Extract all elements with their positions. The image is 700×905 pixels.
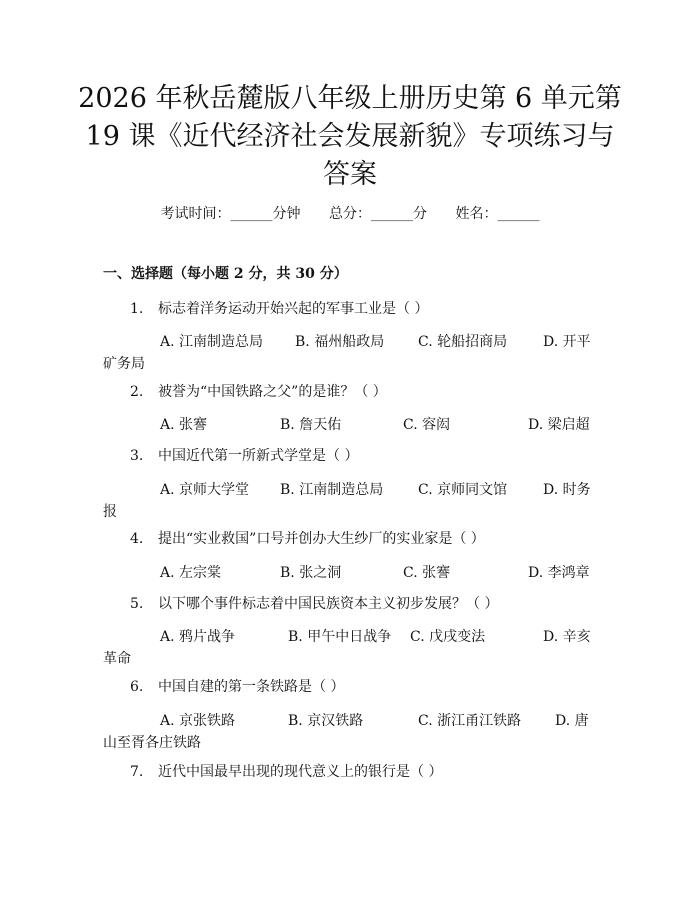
option-wrap-text: 矿务局 <box>103 356 145 372</box>
option-d: D. 时务 <box>543 482 591 498</box>
question-number: 4. <box>130 531 144 547</box>
option-a: A. 鸦片战争 <box>160 629 236 645</box>
question-1-options <box>103 330 593 372</box>
question-5-options <box>103 625 593 667</box>
question-4 <box>130 529 485 549</box>
student-name: 姓名：______ <box>455 206 540 222</box>
section-heading: 一、选择题（每小题 2 分，共 30 分） <box>103 266 348 282</box>
question-text: 中国近代第一所新式学堂是（ ） <box>158 448 359 464</box>
option-d: D. 李鸿章 <box>528 565 590 581</box>
question-text: 提出“实业救国”口号并创办大生纱厂的实业家是（ ） <box>158 531 485 547</box>
question-text: 标志着洋务运动开始兴起的军事工业是（ ） <box>158 301 429 317</box>
question-number: 5. <box>130 596 144 612</box>
question-text: 被誉为“中国铁路之父”的是谁？（ ） <box>158 384 387 400</box>
option-b: B. 江南制造总局 <box>280 482 384 498</box>
option-a: A. 江南制造总局 <box>160 334 264 350</box>
option-wrap-text: 革命 <box>103 651 131 667</box>
question-1 <box>130 299 428 319</box>
title-line-1: 2026 年秋岳麓版八年级上册历史第 6 单元第 <box>78 83 622 114</box>
question-2-options <box>103 413 593 437</box>
question-3 <box>130 446 358 466</box>
title-line-3: 答案 <box>323 159 377 190</box>
option-a: A. 左宗棠 <box>160 565 222 581</box>
option-c: C. 浙江甬江铁路 <box>418 713 522 729</box>
option-d: D. 唐 <box>555 713 589 729</box>
question-number: 6. <box>130 679 144 695</box>
option-d: D. 辛亥 <box>543 629 591 645</box>
question-number: 1. <box>130 301 144 317</box>
option-a: A. 京师大学堂 <box>160 482 250 498</box>
option-c: C. 张謇 <box>403 565 451 581</box>
question-text: 中国自建的第一条铁路是（ ） <box>158 679 345 695</box>
option-c: C. 戊戌变法 <box>410 629 486 645</box>
question-2 <box>130 382 387 402</box>
option-b: B. 福州船政局 <box>295 334 385 350</box>
option-wrap-text: 山至胥各庄铁路 <box>103 735 201 751</box>
option-d: D. 开平 <box>543 334 591 350</box>
option-b: B. 京汉铁路 <box>288 713 364 729</box>
option-a: A. 京张铁路 <box>160 713 236 729</box>
exam-time: 考试时间：______分钟 <box>160 206 301 222</box>
question-number: 7. <box>130 764 144 780</box>
option-d: D. 梁启超 <box>528 417 590 433</box>
question-3-options <box>103 478 593 520</box>
option-c: C. 京师同文馆 <box>418 482 508 498</box>
title-line-2: 19 课《近代经济社会发展新貌》专项练习与 <box>85 121 615 152</box>
document-title <box>60 80 640 194</box>
option-wrap-text: 报 <box>103 504 117 520</box>
question-number: 2. <box>130 384 144 400</box>
question-5 <box>130 594 498 614</box>
question-number: 3. <box>130 448 144 464</box>
option-b: B. 甲午中日战争 <box>288 629 392 645</box>
total-score: 总分：______分 <box>329 206 427 222</box>
option-a: A. 张謇 <box>160 417 208 433</box>
question-7 <box>130 762 442 782</box>
exam-info <box>0 204 700 224</box>
option-b: B. 詹天佑 <box>280 417 342 433</box>
option-c: C. 容闳 <box>403 417 451 433</box>
question-text: 近代中国最早出现的现代意义上的银行是（ ） <box>158 764 443 780</box>
question-text: 以下哪个事件标志着中国民族资本主义初步发展？（ ） <box>158 596 499 612</box>
question-4-options <box>103 561 593 585</box>
option-b: B. 张之洞 <box>280 565 342 581</box>
question-6 <box>130 677 344 697</box>
question-6-options <box>103 709 593 751</box>
option-c: C. 轮船招商局 <box>418 334 508 350</box>
